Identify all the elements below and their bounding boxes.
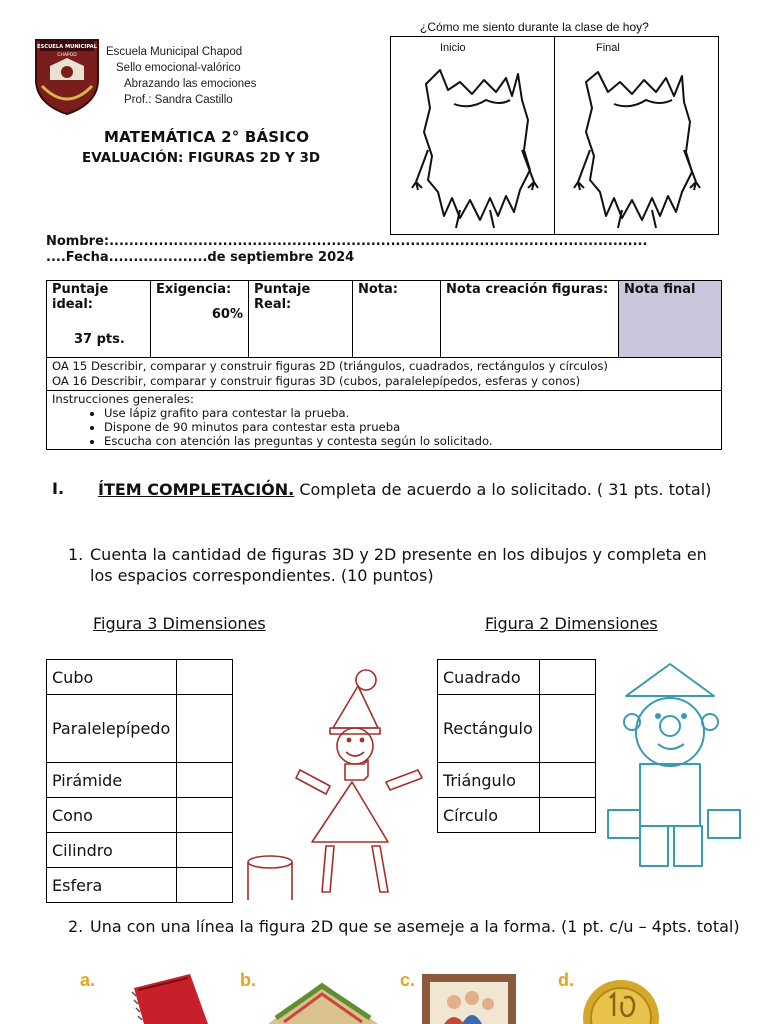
school-name: Escuela Municipal Chapod: [106, 46, 243, 58]
teacher-name: Prof.: Sandra Castillo: [124, 94, 233, 106]
creacion-label: Nota creación figuras:: [446, 282, 609, 297]
fig2d-label: Rectángulo: [438, 695, 540, 763]
final-grade-label: Nota final: [624, 282, 696, 297]
final-grade-cell[interactable]: [619, 281, 722, 358]
nota-label: Nota:: [358, 282, 398, 297]
coin-icon[interactable]: [580, 976, 662, 1024]
creacion-cell[interactable]: [441, 281, 619, 358]
fig3d-answer[interactable]: [177, 763, 233, 798]
question-2: [68, 916, 748, 937]
question-1: [68, 544, 708, 586]
date-field[interactable]: ....Fecha....................de septiembre 2024: [46, 250, 355, 265]
fig3d-label: Esfera: [47, 868, 177, 903]
figure-3d-drawing: [238, 660, 438, 900]
school-seal: Sello emocional-valórico: [116, 62, 241, 74]
fig2d-table: [437, 659, 596, 833]
option-b-letter: b.: [240, 970, 256, 990]
fig3d-answer[interactable]: [177, 798, 233, 833]
question-1-number: 1.: [68, 545, 84, 564]
fig2d-label: Cuadrado: [438, 660, 540, 695]
real-score-cell[interactable]: [249, 281, 353, 358]
fig3d-label: Pirámide: [47, 763, 177, 798]
school-motto: Abrazando las emociones: [124, 78, 257, 90]
objectives-cell: [47, 358, 722, 391]
sandwich-icon[interactable]: [262, 978, 382, 1024]
fig3d-label: Cilindro: [47, 833, 177, 868]
school-crest-logo: [32, 36, 102, 116]
real-score-label: Puntaje Real:: [254, 282, 311, 312]
instructions-title: Instrucciones generales:: [52, 392, 194, 406]
section-title: ÍTEM COMPLETACIÓN.: [98, 480, 295, 499]
fig3d-answer[interactable]: [177, 660, 233, 695]
fig3d-answer[interactable]: [177, 833, 233, 868]
fig3d-answer[interactable]: [177, 868, 233, 903]
evaluation-title: EVALUACIÓN: FIGURAS 2D Y 3D: [82, 150, 321, 166]
section-heading: [98, 479, 748, 500]
logo-text-name: CHAPOD: [57, 53, 77, 58]
question-2-number: 2.: [68, 917, 84, 936]
figure-2d-drawing: [598, 660, 750, 870]
picture-frame-icon[interactable]: [420, 972, 518, 1024]
section-number: I.: [52, 479, 65, 498]
instruction-item: • Dispone de 90 minutos para contestar esta prueba: [104, 420, 716, 434]
question-2-text: Una con una línea la figura 2D que se asemeje a la forma. (1 pt. c/u – 4pts. total): [90, 917, 740, 936]
emotion-end-label: Final: [596, 42, 620, 54]
option-d-letter: d.: [558, 970, 574, 990]
emotion-divider: [554, 36, 555, 235]
fig2d-label: Círculo: [438, 798, 540, 833]
ideal-score-label: Puntaje ideal:: [52, 282, 109, 312]
oa16-text: OA 16 Describir, comparar y construir figuras 3D (cubos, paralelepípedos, esferas y conos): [52, 374, 581, 388]
name-field[interactable]: Nombre:.............................................................................................................: [46, 234, 648, 249]
subject-title: MATEMÁTICA 2° BÁSICO: [104, 128, 310, 146]
fig3d-answer[interactable]: [177, 695, 233, 763]
fig3d-table: [46, 659, 233, 903]
fig3d-label: Cono: [47, 798, 177, 833]
fig2d-answer[interactable]: [540, 660, 596, 695]
fig3d-label: Cubo: [47, 660, 177, 695]
option-c-letter: c.: [400, 970, 416, 990]
exigencia-value: 60%: [211, 307, 243, 322]
ideal-score-cell: [47, 281, 151, 358]
exigencia-label: Exigencia:: [156, 282, 232, 297]
logo-text-top: ESCUELA MUNICIPAL: [37, 44, 97, 50]
question-1-text: Cuenta la cantidad de figuras 3D y 2D presente en los dibujos y completa en los espacios correspondientes. (10 puntos): [90, 545, 707, 585]
fig2d-label: Triángulo: [438, 763, 540, 798]
instruction-item: • Use lápiz grafito para contestar la prueba.: [104, 406, 716, 420]
monster-start-icon[interactable]: [410, 60, 540, 230]
score-table: [46, 280, 722, 450]
option-a-letter: a.: [80, 970, 96, 990]
fig3d-label: Paralelepípedo: [47, 695, 177, 763]
fig3d-heading: Figura 3 Dimensiones: [93, 614, 266, 633]
fig2d-answer[interactable]: [540, 763, 596, 798]
instructions-list: [104, 406, 716, 448]
nota-cell[interactable]: [353, 281, 441, 358]
exigencia-cell: [151, 281, 249, 358]
emotion-start-label: Inicio: [440, 42, 466, 54]
school-info: [106, 44, 256, 108]
fig2d-heading: Figura 2 Dimensiones: [485, 614, 658, 633]
monster-end-icon[interactable]: [572, 60, 702, 230]
fig2d-answer[interactable]: [540, 695, 596, 763]
emotion-question: ¿Cómo me siento durante la clase de hoy?: [420, 20, 649, 34]
oa15-text: OA 15 Describir, comparar y construir figuras 2D (triángulos, cuadrados, rectángulos y círculos): [52, 359, 608, 373]
instruction-item: • Escucha con atención las preguntas y contesta según lo solicitado.: [104, 434, 716, 448]
instructions-cell: [47, 391, 722, 450]
section-instruction: Completa de acuerdo a lo solicitado. ( 31 pts. total): [294, 480, 712, 499]
notebook-icon[interactable]: [122, 970, 212, 1024]
ideal-score-value: 37 pts.: [74, 332, 125, 347]
fig2d-answer[interactable]: [540, 798, 596, 833]
